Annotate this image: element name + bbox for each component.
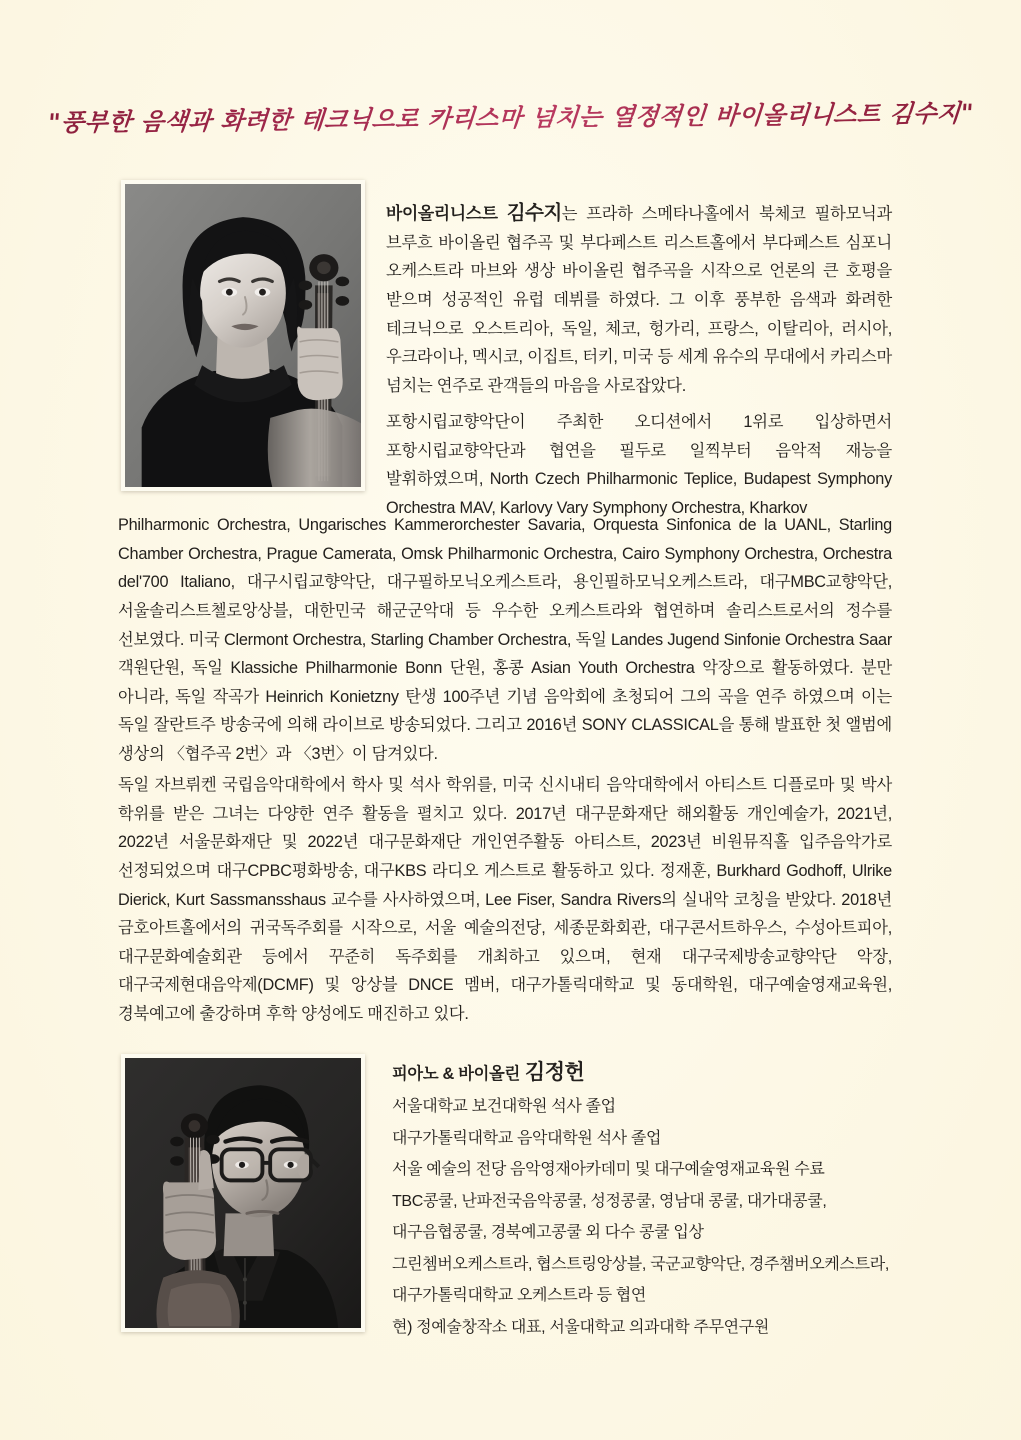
- list-item: 대구가톨릭대학교 오케스트라 등 협연: [392, 1287, 646, 1304]
- list-item: 그린쳄버오케스트라, 협스트링앙상블, 국군교향악단, 경주챔버오케스트라,: [392, 1255, 889, 1273]
- pianist-portrait-photo: [121, 1054, 365, 1332]
- violinist-education-paragraph: 독일 자브뤼켄 국립음악대학에서 학사 및 석사 학위를, 미국 신시내티 음악대학에서 아티스트 디플로마 및 박사 학위를 받은 그녀는 다양한 연주 활동을 펼치고 있다. 2017년 대구문화재단 해외활동 개인예술가, 2021년, 2022년 서울문화재단 및 2022년 대구문화재단 개인연주활동 아티스트, 2023년 비원뮤직홀 입주음악가로 선정되었으며 대구CPBC평화방송, 대구KBS 라디오 게스트로 활동하고 있다. 정재훈, Burkhard Godhoff, Ulrike Dierick, Kurt Sassmansshaus 교수를 사사하였으며, Lee Fiser, Sandra Rivers의 실내악 코칭을 받았다. 2018년 금호아트홀에서의 귀국독주회를 시작으로, 서울 예술의전당, 세종문화회관, 대구콘서트하우스, 수성아트피아, 대구문화예술회관 등에서 꾸준히 독주회를 개최하고 있으며, 현재 대구국제방송교향악단 악장, 대구국제현대음악제(DCMF) 및 앙상블 DNCE 멤버, 대구가톨릭대학교 및 동대학원, 대구예술영재교육원, 경북예고에 출강하며 후학 양성에도 매진하고 있다.: [118, 776, 892, 1024]
- pianist-role-label: 피아노 & 바이올린: [392, 1065, 520, 1083]
- violinist-intro-text: 는 프라하 스메타나홀에서 북체코 필하모닉과 브루흐 바이올린 협주곡 및 부다페스트 리스트홀에서 부다페스트 심포니 오케스트라 마브와 생상 바이올린 협주곡을 시작으로 언론의 큰 호평을 받으며 성공적인 유럽 데뷔를 하였다. 그 이후 풍부한 음색과 화려한 테크닉으로 오스트리아, 독일, 체코, 헝가리, 프랑스, 이탈리아, 러시아, 우크라이나, 멕시코, 이집트, 터키, 미국 등 세계 유수의 무대에서 카리스마 넘치는 연주로 관객들의 마음을 사로잡았다.: [386, 205, 892, 395]
- pianist-profile-block: [392, 1058, 892, 1343]
- violinist-role-label: 바이올리니스트: [386, 204, 498, 224]
- pianist-title-line: [392, 1058, 892, 1089]
- pianist-name: 김정헌: [524, 1061, 585, 1084]
- violinist-name: 김수지: [506, 202, 562, 225]
- violinist-orchestras-paragraph-part2: Philharmonic Orchestra, Ungarisches Kammerorchester Savaria, Orquesta Sinfonica de la UANL, Starling Chamber Orchestra, Prague Camerata, Omsk Philharmonic Orchestra, Cairo Symphony Orchestra, Orchestra del'700 Italiano, 대구시립교향악단, 대구필하모닉오케스트라, 용인필하모닉오케스트라, 대구MBC교향악단, 서울솔리스트첼로앙상블, 대한민국 해군군악대 등 우수한 오케스트라와 협연하며 솔리스트로서의 정수를 선보였다. 미국 Clermont Orchestra, Starling Chamber Orchestra, 독일 Landes Jugend Sinfonie Orchestra Saar 객원단원, 독일 Klassiche Philharmonie Bonn 단원, 홍콩 Asian Youth Orchestra 악장으로 활동하였다. 분만 아니라, 독일 작곡가 Heinrich Konietzny 탄생 100주년 기념 음악회에 초청되어 그의 곡을 연주 하였으며 이는 독일 잘란트주 방송국에 의해 라이브로 방송되었다. 그리고 2016년 SONY CLASSICAL을 통해 발표한 첫 앨범에 생상의 〈협주곡 2번〉과 〈3번〉이 담겨있다.: [118, 516, 892, 764]
- pianist-credentials-list: [392, 1091, 892, 1343]
- violinist-orchestras-paragraph-part1: 포항시립교향악단이 주최한 오디션에서 1위로 입상하면서 포항시립교향악단과 협연을 필두로 일찍부터 음악적 재능을 발휘하였으며, North Czech Philharmonic Teplice, Budapest Symphony Orchestra MAV, Karlovy Vary Symphony Orchestra, Kharkov: [386, 413, 892, 518]
- list-item: TBC콩쿨, 난파전국음악콩쿨, 성정콩쿨, 영남대 콩쿨, 대가대콩쿨,: [392, 1192, 827, 1210]
- page-headline: "풍부한 음색과 화려한 테크닉으로 카리스마 넘치는 열정적인 바이올리니스트 김수지": [46, 93, 974, 138]
- list-item: 서울 예술의 전당 음악영재아카데미 및 대구예술영재교육원 수료: [392, 1161, 825, 1178]
- headline-container: [0, 98, 1021, 137]
- list-item: 서울대학교 보건대학원 석사 졸업: [392, 1098, 616, 1115]
- list-item: 대구음협콩쿨, 경북예고콩쿨 외 다수 콩쿨 입상: [392, 1224, 704, 1241]
- list-item: 현) 정예술창작소 대표, 서울대학교 의과대학 주무연구원: [392, 1318, 769, 1336]
- violinist-intro-paragraph: [386, 199, 892, 400]
- violinist-portrait-photo: [121, 180, 365, 491]
- list-item: 대구가톨릭대학교 음악대학원 석사 졸업: [392, 1129, 662, 1147]
